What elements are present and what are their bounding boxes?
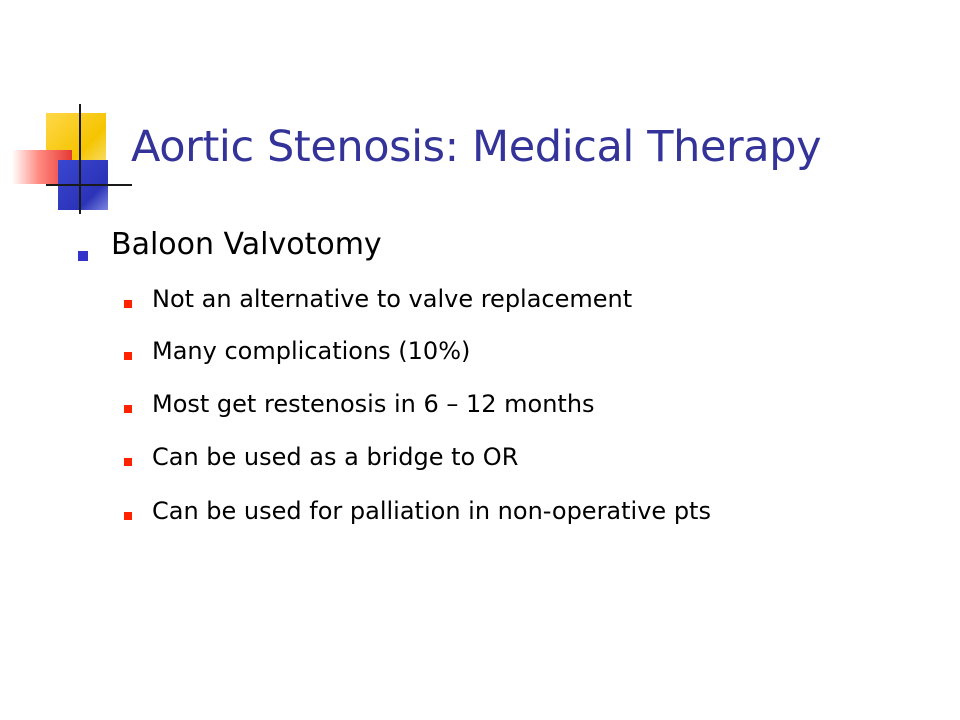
list-item [0, 390, 960, 430]
list-item-text: Can be used for palliation in non-operative pts [152, 497, 711, 525]
list-item-text: Many complications (10%) [152, 337, 471, 365]
square-bullet-icon [124, 300, 132, 308]
list-item [0, 337, 960, 377]
list-item [0, 497, 960, 537]
square-bullet-icon [124, 512, 132, 520]
square-bullet-icon [124, 352, 132, 360]
square-bullet-icon [124, 458, 132, 466]
main-point: Baloon Valvotomy [111, 227, 382, 262]
list-item-text: Can be used as a bridge to OR [152, 443, 519, 471]
list-item [0, 285, 960, 325]
list-item-text: Not an alternative to valve replacement [152, 285, 633, 313]
square-bullet-icon [124, 405, 132, 413]
list-item-text: Most get restenosis in 6 – 12 months [152, 390, 595, 418]
list-item [0, 443, 960, 483]
slide-title: Aortic Stenosis: Medical Therapy [131, 122, 822, 172]
